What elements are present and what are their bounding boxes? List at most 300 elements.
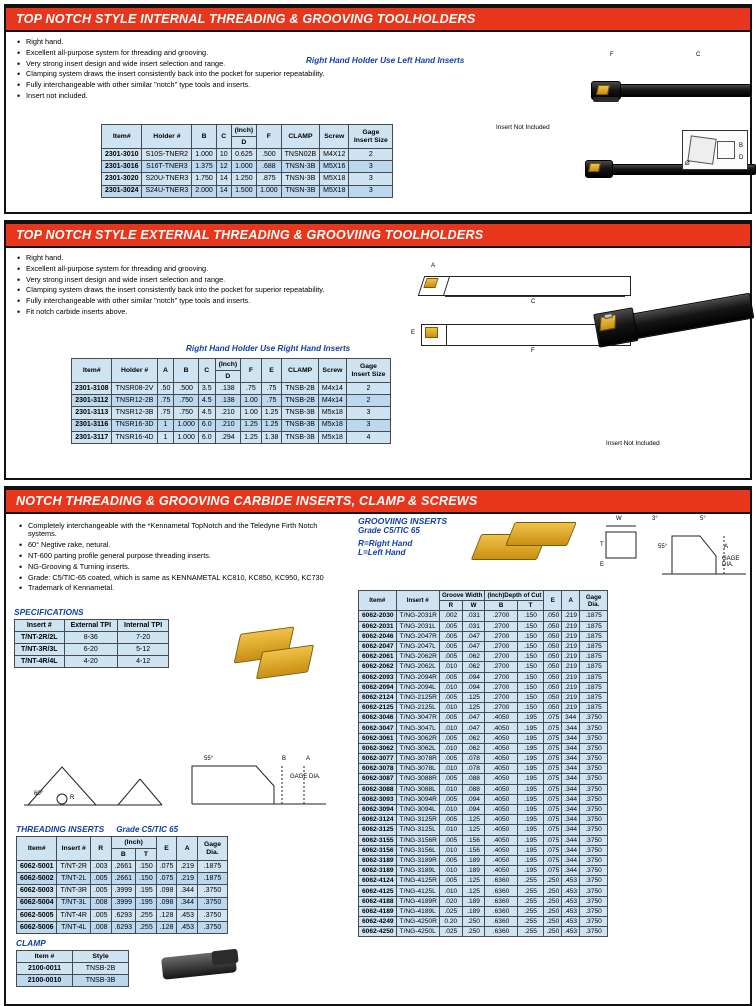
cell-insert: T/NG-2125R — [396, 692, 439, 702]
cell: .3750 — [197, 897, 227, 909]
cell: .4050 — [485, 764, 517, 774]
cell: 1.750 — [192, 173, 217, 185]
col-e: E — [156, 837, 177, 861]
cell: .075 — [544, 784, 562, 794]
cell: 14 — [216, 173, 231, 185]
cell-item: 2301-3010 — [102, 149, 142, 161]
cell: .344 — [177, 897, 198, 909]
cell: 1.38 — [261, 431, 282, 443]
cell: .005 — [439, 794, 462, 804]
cell: .1875 — [580, 682, 608, 692]
col-b: B — [485, 601, 517, 611]
cell-item: 6062-2062 — [359, 662, 397, 672]
cell: .005 — [439, 754, 462, 764]
cell: .4050 — [485, 794, 517, 804]
cell: 3 — [346, 407, 390, 419]
cell: .4050 — [485, 754, 517, 764]
cell: 2.000 — [192, 185, 217, 197]
cell-item: 2301-3020 — [102, 173, 142, 185]
cell-insert: T/NG-3189L — [396, 866, 439, 876]
internal-holder-table — [101, 124, 393, 198]
geo-label-b: B — [282, 756, 287, 762]
cell: M5x18 — [318, 419, 346, 431]
cell: .6360 — [485, 917, 517, 927]
list-item: • Grade: C5/TIC-65 coated, which is same as KENNAMETAL KC810, KC850, KC950, KC730 — [28, 574, 344, 582]
cell: 4.5 — [198, 407, 215, 419]
geo-label-gage-dia: GAGE DIA. — [290, 774, 321, 780]
cell-insert: T/NG-3088R — [396, 774, 439, 784]
cell: .3750 — [580, 804, 608, 814]
cell-item: 6062-3156 — [359, 845, 397, 855]
table-row — [359, 855, 608, 865]
grooving-inserts-table — [358, 590, 608, 937]
table-row — [359, 631, 608, 641]
cell-insert: T/NG-2125L — [396, 703, 439, 713]
grooving-table-body — [359, 611, 608, 937]
geo-label-55deg-2: 55° — [658, 544, 668, 550]
cell: TNSR16-3D — [112, 419, 157, 431]
cell: .094 — [462, 794, 485, 804]
cell: .219 — [562, 692, 580, 702]
cell-item: 6062-4189 — [359, 906, 397, 916]
cell: .062 — [462, 652, 485, 662]
cell: .195 — [517, 835, 544, 845]
cell: TNSN-3B — [281, 185, 320, 197]
cell: .075 — [544, 733, 562, 743]
cell: .219 — [177, 873, 198, 885]
grooving-geometry-sketch — [600, 516, 750, 588]
cell: .003 — [90, 861, 111, 873]
cell: 1.25 — [261, 407, 282, 419]
cell-item: 6062-3124 — [359, 815, 397, 825]
cell: .210 — [215, 407, 241, 419]
cell: .3750 — [580, 784, 608, 794]
cell: .219 — [562, 672, 580, 682]
cell: T/NT-2R — [57, 861, 90, 873]
cell: M5X18 — [320, 173, 349, 185]
cell: .125 — [462, 815, 485, 825]
cell: .195 — [517, 743, 544, 753]
list-item: • 60° Negtive rake, netural. — [28, 541, 344, 549]
list-item: • Clamping system draws the insert consistently back into the pocket for superior repeatability. — [26, 70, 432, 78]
cell: .453 — [562, 886, 580, 896]
col-group-inch: (Inch) — [215, 359, 241, 371]
diagram-label-a: A — [431, 263, 436, 269]
list-item: • Very strong insert design and wide insert selection and range. — [26, 60, 432, 68]
cell: .453 — [177, 922, 198, 934]
cell: .2700 — [485, 703, 517, 713]
cell-insert: T/NG-3062R — [396, 733, 439, 743]
cell: .500 — [257, 149, 282, 161]
cell: .010 — [439, 886, 462, 896]
cell: .050 — [544, 692, 562, 702]
cell: 4.5 — [198, 395, 215, 407]
cell: TNSB-3B — [282, 431, 319, 443]
cell: M5X16 — [320, 161, 349, 173]
cell: .002 — [439, 611, 462, 621]
cell: .025 — [439, 906, 462, 916]
col-b: B — [111, 849, 136, 861]
col-t: T — [136, 849, 157, 861]
list-item: • Right hand. — [26, 38, 432, 46]
cell: .005 — [439, 672, 462, 682]
cell: .6360 — [485, 906, 517, 916]
table-row — [17, 922, 228, 934]
cell: T/NT-2L — [57, 873, 90, 885]
cell: .062 — [462, 662, 485, 672]
cell: .1875 — [580, 621, 608, 631]
cell: .020 — [439, 896, 462, 906]
cell: .075 — [544, 835, 562, 845]
table-row — [15, 643, 169, 655]
col-t: T — [517, 601, 544, 611]
cell: .195 — [517, 794, 544, 804]
cell: .3750 — [580, 723, 608, 733]
cell: .4050 — [485, 845, 517, 855]
cell-insert: T/NG-2062R — [396, 652, 439, 662]
cell: .219 — [562, 621, 580, 631]
cell: .050 — [544, 611, 562, 621]
cell: .010 — [439, 825, 462, 835]
cell: .150 — [136, 861, 157, 873]
diagram-label-dia: Ø — [685, 161, 690, 167]
cell: .010 — [439, 764, 462, 774]
table-row — [359, 662, 608, 672]
cell: .4050 — [485, 835, 517, 845]
cell: .195 — [517, 754, 544, 764]
table-row — [15, 631, 169, 643]
cell: .344 — [562, 804, 580, 814]
cell: .075 — [544, 855, 562, 865]
diagram-label-d: D — [739, 155, 744, 161]
cell: .005 — [439, 652, 462, 662]
cell: .3750 — [580, 774, 608, 784]
cell: 2 — [346, 383, 390, 395]
cell: .005 — [90, 885, 111, 897]
cell-item: 2100-0011 — [17, 963, 73, 975]
cell: .050 — [544, 672, 562, 682]
cell: .2700 — [485, 641, 517, 651]
col-gage-insert-size: Gage Insert Size — [349, 125, 393, 149]
cell-item: 6062-3078 — [359, 764, 397, 774]
cell: .255 — [517, 896, 544, 906]
cell-item: 6062-5004 — [17, 897, 57, 909]
cell-insert: T/NG-3094L — [396, 804, 439, 814]
cell: 1.250 — [231, 173, 257, 185]
diagram-label-c: C — [531, 299, 536, 305]
cell: .3750 — [580, 927, 608, 937]
col-gage-dia: Gage Dia. — [197, 837, 227, 861]
cell: .010 — [439, 784, 462, 794]
banner-inserts: NOTCH THREADING & GROOVING CARBIDE INSERTS, CLAMP & SCREWS — [6, 488, 750, 514]
cell: .875 — [257, 173, 282, 185]
cell: .195 — [517, 774, 544, 784]
cell-item: 6062-5006 — [17, 922, 57, 934]
cell-item: 6062-3046 — [359, 713, 397, 723]
cell: .005 — [439, 774, 462, 784]
cell: .4050 — [485, 723, 517, 733]
cell-insert: T/NG-3088L — [396, 784, 439, 794]
col-holder: Holder # — [142, 125, 192, 149]
cell: .075 — [544, 794, 562, 804]
cell-insert: T/NG-4125R — [396, 876, 439, 886]
col-r: R — [439, 601, 462, 611]
cell: 4-12 — [118, 655, 169, 667]
table-row — [359, 641, 608, 651]
cell: TNSN-3B — [281, 161, 320, 173]
cell-item: 6062-4124 — [359, 876, 397, 886]
cell: .6293 — [111, 922, 136, 934]
cell: .125 — [462, 876, 485, 886]
cell: 1.00 — [241, 395, 262, 407]
cell-item: 6062-5003 — [17, 885, 57, 897]
cell: .219 — [562, 682, 580, 692]
cell-item: 6062-5001 — [17, 861, 57, 873]
cell: 1 — [157, 419, 174, 431]
cell: .2700 — [485, 672, 517, 682]
table-row — [102, 185, 393, 197]
cell: .125 — [462, 886, 485, 896]
cell: 8-36 — [64, 631, 117, 643]
cell: .005 — [90, 909, 111, 921]
geo-label-w: W — [616, 516, 622, 522]
cell: .075 — [544, 774, 562, 784]
cell: .010 — [439, 743, 462, 753]
cell: .219 — [177, 861, 198, 873]
cell: .150 — [517, 672, 544, 682]
cell: 10 — [216, 149, 231, 161]
cell: .255 — [517, 886, 544, 896]
cell: .195 — [517, 784, 544, 794]
col-a: A — [157, 359, 174, 383]
cell: .098 — [156, 885, 177, 897]
cell: .075 — [544, 845, 562, 855]
list-item: • Excellent all-purpose system for threading and grooving. — [26, 265, 392, 273]
cell: .3750 — [580, 876, 608, 886]
cell-item: 6062-3061 — [359, 733, 397, 743]
cell: .094 — [462, 804, 485, 814]
table-row — [359, 927, 608, 937]
cell: .050 — [544, 631, 562, 641]
cell: 1.000 — [192, 149, 217, 161]
geo-label-5deg: 5° — [700, 516, 706, 522]
cell: .150 — [517, 703, 544, 713]
cell: .1875 — [580, 662, 608, 672]
cell: .2661 — [111, 873, 136, 885]
cell: .3750 — [580, 855, 608, 865]
cell: .128 — [156, 922, 177, 934]
cell: .3750 — [580, 835, 608, 845]
table-row — [359, 815, 608, 825]
cell: .250 — [544, 917, 562, 927]
cell: .3750 — [580, 906, 608, 916]
external-insert-caption: Insert Not Included — [606, 440, 660, 447]
cell: .344 — [562, 794, 580, 804]
cell-insert: T/NG-4125L — [396, 886, 439, 896]
diagram-label-b: B — [739, 143, 744, 149]
cell: .500 — [174, 383, 199, 395]
col-gage-insert-size: Gage Insert Size — [346, 359, 390, 383]
cell-insert: T/NG-2031R — [396, 611, 439, 621]
table-row — [17, 873, 228, 885]
cell: TNSN02B — [281, 149, 320, 161]
cell: .008 — [90, 897, 111, 909]
cell: .6360 — [485, 886, 517, 896]
cell: .005 — [439, 855, 462, 865]
col-internal-tpi: Internal TPI — [118, 619, 169, 631]
external-holder-table — [71, 358, 391, 444]
table-row — [102, 161, 393, 173]
threading-inserts-table — [16, 836, 228, 934]
col-a: A — [562, 591, 580, 611]
cell: .010 — [439, 804, 462, 814]
table-row — [359, 703, 608, 713]
internal-insert-caption: Insert Not Included — [496, 124, 550, 131]
cell: .005 — [439, 835, 462, 845]
cell: .150 — [517, 621, 544, 631]
cell: .075 — [544, 723, 562, 733]
cell: .4050 — [485, 855, 517, 865]
cell: T/NT-3R — [57, 885, 90, 897]
cell: .031 — [462, 611, 485, 621]
cell: .3750 — [580, 886, 608, 896]
cell: 1.375 — [192, 161, 217, 173]
cell: .088 — [462, 774, 485, 784]
cell: .1875 — [580, 672, 608, 682]
cell-insert: T/NT-2R/2L — [15, 631, 65, 643]
list-item: • Fully interchangeable with other similar "notch" type tools and inserts. — [26, 297, 392, 305]
cell: .3999 — [111, 897, 136, 909]
cell: .255 — [517, 906, 544, 916]
cell: .075 — [544, 743, 562, 753]
cell: TNSB-2B — [282, 383, 319, 395]
cell-insert: T/NG-4250L — [396, 927, 439, 937]
table-row — [359, 917, 608, 927]
cell-item: 6062-3125 — [359, 825, 397, 835]
catalog-page — [0, 4, 756, 1004]
cell: .2700 — [485, 621, 517, 631]
clamp-title: CLAMP — [16, 938, 46, 948]
table-row — [359, 682, 608, 692]
section-external — [4, 220, 752, 480]
cell: .150 — [517, 641, 544, 651]
geo-label-t: T — [600, 542, 604, 548]
cell: .010 — [439, 723, 462, 733]
cell: 5-12 — [118, 643, 169, 655]
cell-item: 6062-3062 — [359, 743, 397, 753]
cell: .138 — [215, 383, 241, 395]
cell: T/NT-3L — [57, 897, 90, 909]
cell: 4-20 — [64, 655, 117, 667]
cell: .3750 — [580, 917, 608, 927]
cell: .050 — [544, 682, 562, 692]
cell: .344 — [562, 784, 580, 794]
cell: .125 — [462, 703, 485, 713]
cell: .150 — [517, 652, 544, 662]
table-row — [359, 876, 608, 886]
cell: M5x18 — [318, 431, 346, 443]
col-item: Item# — [359, 591, 397, 611]
cell: .195 — [136, 885, 157, 897]
cell: .4050 — [485, 825, 517, 835]
cell: .1875 — [580, 611, 608, 621]
table-row — [359, 906, 608, 916]
external-hand-note: Right Hand Holder Use Right Hand Inserts — [186, 344, 351, 353]
diagram-label-f: F — [531, 348, 535, 354]
table-row — [72, 419, 391, 431]
cell: .3750 — [580, 713, 608, 723]
cell-item: 2301-3113 — [72, 407, 112, 419]
col-r: R — [90, 837, 111, 861]
cell-insert: T/NG-2094R — [396, 672, 439, 682]
cell-item: 6062-3047 — [359, 723, 397, 733]
cell: .255 — [517, 927, 544, 937]
banner-external: TOP NOTCH STYLE EXTERNAL THREADING & GROOVIING TOOLHOLDERS — [6, 222, 750, 248]
cell: .3750 — [580, 754, 608, 764]
cell-insert: T/NT-4R/4L — [15, 655, 65, 667]
cell: 1.00 — [241, 407, 262, 419]
cell: .344 — [562, 845, 580, 855]
cell: .195 — [517, 815, 544, 825]
cell: 1.000 — [257, 185, 282, 197]
cell: .010 — [439, 682, 462, 692]
cell: .75 — [241, 383, 262, 395]
cell: .344 — [562, 866, 580, 876]
col-insert: Insert # — [396, 591, 439, 611]
table-row — [359, 835, 608, 845]
cell: .250 — [544, 876, 562, 886]
cell: .075 — [156, 873, 177, 885]
cell: .050 — [544, 621, 562, 631]
cell: T/NT-4L — [57, 922, 90, 934]
list-item: • Clamping system draws the insert consistently back into the pocket for superior repeatability. — [26, 286, 392, 294]
cell-item: 6062-3088 — [359, 784, 397, 794]
table-row — [359, 611, 608, 621]
cell: .156 — [462, 835, 485, 845]
cell: .750 — [174, 407, 199, 419]
col-group-inch: (Inch) — [111, 837, 156, 849]
col-style: Style — [73, 951, 129, 963]
geo-label-gage-dia-2: GAGE DIA. — [722, 556, 740, 568]
col-item: Item # — [17, 951, 73, 963]
cell: S16T-TNER3 — [142, 161, 192, 173]
cell: TNSB-3B — [282, 419, 319, 431]
cell: 1.25 — [241, 419, 262, 431]
col-d: D — [231, 137, 257, 149]
table-row — [72, 431, 391, 443]
cell: .189 — [462, 855, 485, 865]
table-row — [17, 897, 228, 909]
cell-insert: T/NG-3078R — [396, 754, 439, 764]
cell: T/NT-4R — [57, 909, 90, 921]
cell-item: 6062-2030 — [359, 611, 397, 621]
cell: .005 — [439, 815, 462, 825]
cell: .156 — [462, 845, 485, 855]
cell: .6293 — [111, 909, 136, 921]
col-insert: Insert # — [57, 837, 90, 861]
cell: .250 — [544, 906, 562, 916]
cell: .75 — [261, 395, 282, 407]
cell: .050 — [544, 703, 562, 713]
col-item: Item# — [102, 125, 142, 149]
cell-item: 6062-4125 — [359, 886, 397, 896]
cell: .3750 — [197, 909, 227, 921]
table-row — [359, 774, 608, 784]
cell: S20U-TNER3 — [142, 173, 192, 185]
cell: .75 — [157, 395, 174, 407]
clamp-photo — [156, 944, 246, 990]
col-gage-dia: Gage Dia. — [580, 591, 608, 611]
